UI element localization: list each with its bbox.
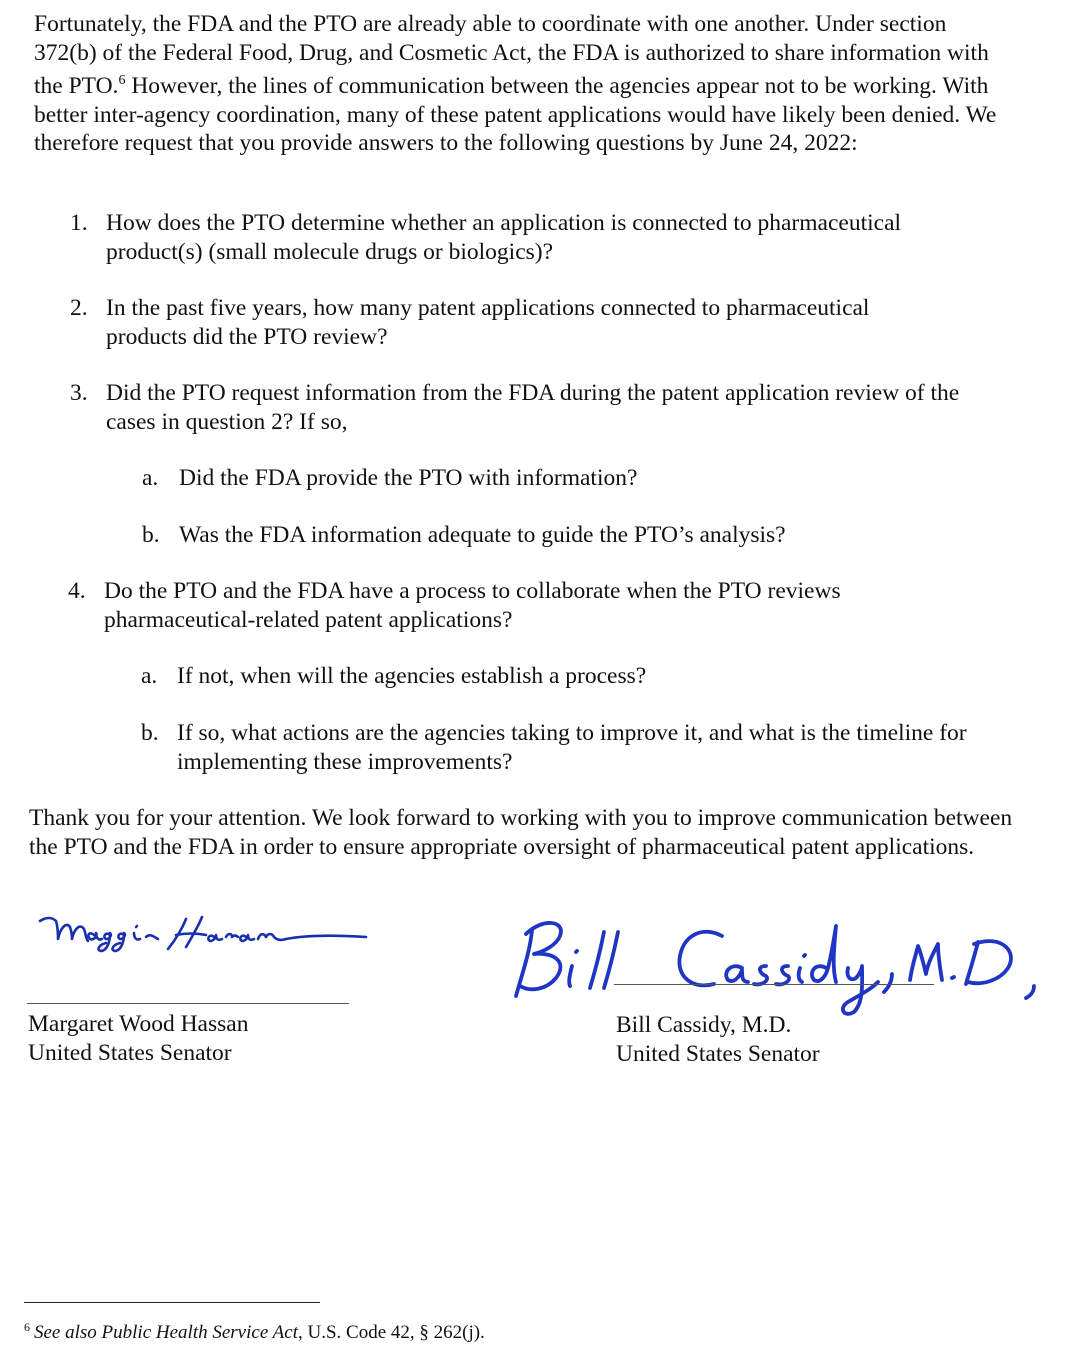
intro-text-after-ref: However, the lines of communication between the agencies appear not to be working. With better inter-agency coordination, many of these patent applications would have likely been denied. We therefore request that you provide answers to the following questions by June 24, 2022:: [34, 73, 997, 156]
signer-name-hassan: Margaret Wood Hassan: [28, 1011, 249, 1037]
subquestion-letter: a.: [141, 663, 158, 689]
cassidy-signature: [508, 912, 1068, 1022]
question-text: Do the PTO and the FDA have a process to collaborate when the PTO reviews pharmaceutical-related patent applications?: [104, 578, 841, 633]
question-text: In the past five years, how many patent applications connected to pharmaceutical products did the PTO review?: [106, 295, 870, 350]
subquestion-text: If not, when will the agencies establish a process?: [177, 663, 647, 689]
question-text: Did the PTO request information from the FDA during the patent application review of the cases in question 2? If so,: [106, 380, 960, 435]
signature-line-cassidy: [614, 984, 934, 985]
subquestion-letter: b.: [142, 522, 160, 548]
hassan-signature: [36, 905, 376, 965]
question-number: 4.: [68, 578, 86, 604]
signer-title-hassan: United States Senator: [28, 1040, 232, 1066]
footnote-number: 6: [24, 1320, 30, 1334]
footnote: [24, 1315, 485, 1345]
footnote-italic-text: See also Public Health Service Act: [34, 1322, 298, 1343]
signature-line-hassan: [27, 1003, 349, 1004]
subquestion-letter: b.: [141, 720, 159, 746]
subquestion-text: If so, what actions are the agencies taking to improve it, and what is the timeline for implementing these improvements?: [177, 720, 967, 775]
signer-name-cassidy: Bill Cassidy, M.D.: [616, 1012, 792, 1038]
question-number: 3.: [70, 380, 88, 406]
signer-title-cassidy: United States Senator: [616, 1041, 820, 1067]
subquestion-letter: a.: [142, 465, 159, 491]
closing-paragraph: Thank you for your attention. We look forward to working with you to improve communication between the PTO and the FDA in order to ensure appropriate oversight of pharmaceutical patent applications.: [29, 805, 1013, 860]
intro-paragraph: [34, 10, 1014, 158]
footnote-ref: 6: [118, 73, 126, 88]
question-text: How does the PTO determine whether an application is connected to pharmaceutical product(s) (small molecule drugs or biologics)?: [106, 210, 902, 265]
footnote-plain-text: , U.S. Code 42, § 262(j).: [297, 1322, 485, 1343]
footnote-rule: [24, 1302, 320, 1303]
subquestion-text: Did the FDA provide the PTO with information?: [179, 465, 638, 491]
subquestion-text: Was the FDA information adequate to guide the PTO’s analysis?: [179, 522, 786, 548]
intro-text-before-ref: Fortunately, the FDA and the PTO are already able to coordinate with one another. Under section 372(b) of the Federal Food, Drug, and Cosmetic Act, the FDA is authorized to share information with the PTO.: [34, 11, 989, 99]
question-number: 1.: [70, 210, 88, 236]
question-number: 2.: [70, 295, 88, 321]
